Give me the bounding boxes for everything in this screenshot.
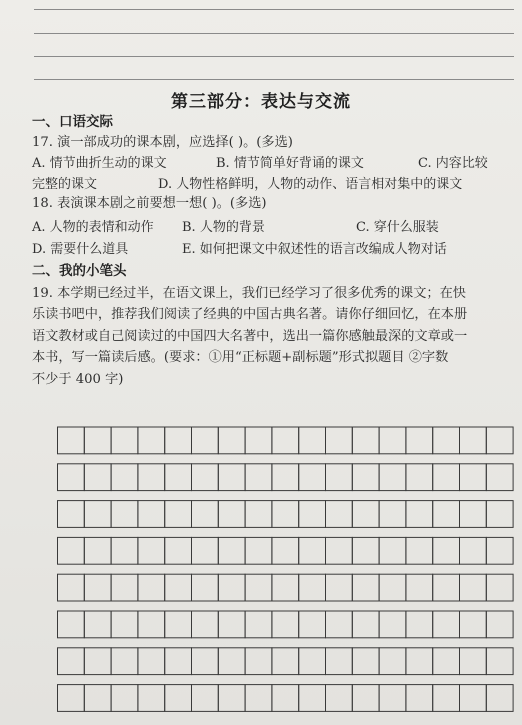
grid-cell[interactable]	[379, 501, 406, 528]
grid-cell[interactable]	[138, 464, 165, 491]
section-heading-oral: 一、口语交际	[32, 114, 113, 130]
grid-cell[interactable]	[460, 427, 487, 454]
grid-cell[interactable]	[299, 574, 326, 601]
grid-cell[interactable]	[84, 574, 111, 601]
q17-stem: 17. 演一部成功的课本剧，应选择( )。(多选)	[32, 135, 293, 150]
grid-cell[interactable]	[165, 648, 192, 675]
grid-cell[interactable]	[486, 537, 513, 564]
grid-cell[interactable]	[84, 501, 111, 528]
q17-option-b: B. 情节简单好背诵的课文	[216, 156, 364, 171]
grid-cell[interactable]	[111, 464, 138, 491]
grid-cell[interactable]	[218, 611, 245, 638]
grid-cell[interactable]	[218, 464, 245, 491]
grid-cell[interactable]	[433, 464, 460, 491]
grid-cell[interactable]	[165, 574, 192, 601]
grid-cell[interactable]	[111, 685, 138, 712]
grid-cell[interactable]	[192, 574, 219, 601]
grid-cell[interactable]	[245, 611, 272, 638]
grid-cell[interactable]	[218, 501, 245, 528]
grid-cell[interactable]	[165, 464, 192, 491]
grid-cell[interactable]	[84, 648, 111, 675]
q18-option-b: B. 人物的背景	[182, 220, 265, 235]
grid-cell[interactable]	[245, 648, 272, 675]
grid-cell[interactable]	[379, 574, 406, 601]
grid-cell[interactable]	[299, 427, 326, 454]
grid-cell[interactable]	[433, 648, 460, 675]
grid-cell[interactable]	[58, 685, 85, 712]
grid-cell[interactable]	[406, 464, 433, 491]
grid-cell[interactable]	[326, 537, 353, 564]
grid-cell[interactable]	[460, 537, 487, 564]
grid-cell[interactable]	[245, 427, 272, 454]
grid-cell[interactable]	[111, 648, 138, 675]
q17-option-c-cont: 完整的课文	[32, 177, 98, 192]
q18-option-e: E. 如何把课文中叙述性的语言改编成人物对话	[182, 242, 447, 257]
grid-cell[interactable]	[84, 685, 111, 712]
grid-cell[interactable]	[138, 427, 165, 454]
grid-cell[interactable]	[460, 611, 487, 638]
grid-cell[interactable]	[245, 537, 272, 564]
grid-cell[interactable]	[111, 537, 138, 564]
grid-cell[interactable]	[379, 648, 406, 675]
ruled-line	[34, 9, 514, 10]
grid-cell[interactable]	[111, 574, 138, 601]
grid-cell[interactable]	[352, 464, 379, 491]
grid-cell[interactable]	[218, 648, 245, 675]
grid-cell[interactable]	[245, 464, 272, 491]
grid-cell[interactable]	[58, 574, 85, 601]
grid-cell[interactable]	[192, 648, 219, 675]
grid-cell[interactable]	[352, 501, 379, 528]
grid-cell[interactable]	[433, 574, 460, 601]
grid-cell[interactable]	[326, 427, 353, 454]
grid-cell[interactable]	[406, 501, 433, 528]
ruled-line	[34, 33, 514, 34]
grid-cell[interactable]	[379, 537, 406, 564]
q18-option-d: D. 需要什么道具	[32, 242, 129, 257]
grid-cell[interactable]	[165, 611, 192, 638]
grid-cell[interactable]	[245, 685, 272, 712]
grid-cell[interactable]	[352, 611, 379, 638]
q19-text-line: 语文教材或自己阅读过的中国四大名著中，选出一篇你感触最深的文章或一	[32, 329, 468, 344]
grid-cell[interactable]	[272, 464, 299, 491]
grid-cell[interactable]	[84, 537, 111, 564]
grid-cell[interactable]	[111, 501, 138, 528]
grid-cell[interactable]	[272, 501, 299, 528]
grid-cell[interactable]	[111, 427, 138, 454]
ruled-line	[34, 79, 514, 80]
grid-cell[interactable]	[218, 574, 245, 601]
q19-text-line: 不少于 400 字)	[32, 372, 124, 387]
grid-cell[interactable]	[58, 501, 85, 528]
grid-cell[interactable]	[165, 685, 192, 712]
grid-cell[interactable]	[299, 464, 326, 491]
grid-cell[interactable]	[58, 537, 85, 564]
grid-cell[interactable]	[299, 537, 326, 564]
grid-cell[interactable]	[406, 611, 433, 638]
grid-cell[interactable]	[111, 611, 138, 638]
grid-cell[interactable]	[352, 537, 379, 564]
grid-cell[interactable]	[352, 574, 379, 601]
grid-cell[interactable]	[192, 685, 219, 712]
grid-cell[interactable]	[406, 685, 433, 712]
q18-option-a: A. 人物的表情和动作	[32, 220, 154, 235]
grid-cell[interactable]	[326, 648, 353, 675]
grid-cell[interactable]	[352, 427, 379, 454]
grid-cell[interactable]	[245, 574, 272, 601]
grid-cell[interactable]	[433, 501, 460, 528]
grid-cell[interactable]	[138, 501, 165, 528]
grid-cell[interactable]	[299, 648, 326, 675]
grid-cell[interactable]	[406, 574, 433, 601]
grid-cell[interactable]	[272, 685, 299, 712]
grid-cell[interactable]	[433, 685, 460, 712]
grid-cell[interactable]	[218, 427, 245, 454]
grid-cell[interactable]	[486, 648, 513, 675]
composition-grid[interactable]	[57, 423, 514, 725]
grid-cell[interactable]	[299, 685, 326, 712]
grid-cell[interactable]	[58, 427, 85, 454]
grid-cell[interactable]	[84, 464, 111, 491]
q19-text-line: 本书，写一篇读后感。(要求：①用“正标题+副标题”形式拟题目 ②字数	[32, 350, 449, 365]
q19-text-line: 乐读书吧中，推荐我们阅读了经典的中国古典名著。请你仔细回忆，在本册	[32, 307, 468, 322]
grid-cell[interactable]	[192, 537, 219, 564]
grid-cell[interactable]	[84, 611, 111, 638]
grid-cell[interactable]	[138, 685, 165, 712]
grid-cell[interactable]	[58, 611, 85, 638]
grid-cell[interactable]	[486, 427, 513, 454]
grid-cell[interactable]	[379, 427, 406, 454]
grid-cell[interactable]	[165, 501, 192, 528]
grid-cell[interactable]	[138, 537, 165, 564]
grid-cell[interactable]	[272, 648, 299, 675]
grid-cell[interactable]	[84, 427, 111, 454]
grid-cell[interactable]	[138, 611, 165, 638]
grid-cell[interactable]	[406, 648, 433, 675]
q17-option-a: A. 情节曲折生动的课文	[32, 156, 167, 171]
grid-cell[interactable]	[352, 685, 379, 712]
grid-cell[interactable]	[192, 501, 219, 528]
grid-cell[interactable]	[192, 611, 219, 638]
grid-cell[interactable]	[326, 574, 353, 601]
grid-cell[interactable]	[218, 685, 245, 712]
grid-cell[interactable]	[460, 574, 487, 601]
grid-cell[interactable]	[460, 501, 487, 528]
grid-cell[interactable]	[165, 427, 192, 454]
grid-cell[interactable]	[299, 611, 326, 638]
grid-cell[interactable]	[486, 464, 513, 491]
grid-cell[interactable]	[326, 464, 353, 491]
grid-cell[interactable]	[486, 685, 513, 712]
grid-cell[interactable]	[326, 501, 353, 528]
grid-cell[interactable]	[433, 611, 460, 638]
grid-cell[interactable]	[218, 537, 245, 564]
grid-cell[interactable]	[326, 685, 353, 712]
part-title: 第三部分：表达与交流	[171, 92, 351, 112]
q17-option-d: D. 人物性格鲜明，人物的动作、语言相对集中的课文	[158, 177, 463, 192]
grid-cell[interactable]	[486, 611, 513, 638]
grid-cell[interactable]	[433, 427, 460, 454]
grid-cell[interactable]	[192, 464, 219, 491]
q18-option-c: C. 穿什么服装	[356, 220, 439, 235]
grid-cell[interactable]	[433, 537, 460, 564]
grid-cell[interactable]	[58, 464, 85, 491]
grid-cell[interactable]	[379, 464, 406, 491]
grid-cell[interactable]	[272, 611, 299, 638]
q18-stem: 18. 表演课本剧之前要想一想( )。(多选)	[32, 196, 267, 211]
grid-cell[interactable]	[486, 501, 513, 528]
grid-cell[interactable]	[406, 427, 433, 454]
grid-cell[interactable]	[192, 427, 219, 454]
grid-cell[interactable]	[165, 537, 192, 564]
q19-text-line: 19. 本学期已经过半，在语文课上，我们已经学习了很多优秀的课文；在快	[32, 286, 466, 301]
grid-cell[interactable]	[138, 648, 165, 675]
grid-cell[interactable]	[299, 501, 326, 528]
grid-cell[interactable]	[379, 611, 406, 638]
section-heading-writing: 二、我的小笔头	[32, 263, 127, 279]
grid-cell[interactable]	[460, 685, 487, 712]
grid-cell[interactable]	[245, 501, 272, 528]
grid-cell[interactable]	[379, 685, 406, 712]
grid-cell[interactable]	[406, 537, 433, 564]
grid-cell[interactable]	[352, 648, 379, 675]
grid-cell[interactable]	[272, 537, 299, 564]
grid-cell[interactable]	[460, 648, 487, 675]
grid-cell[interactable]	[58, 648, 85, 675]
grid-cell[interactable]	[460, 464, 487, 491]
grid-cell[interactable]	[486, 574, 513, 601]
grid-cell[interactable]	[272, 574, 299, 601]
grid-cell[interactable]	[138, 574, 165, 601]
grid-cell[interactable]	[326, 611, 353, 638]
composition-grid-lines	[57, 423, 514, 725]
grid-cell[interactable]	[272, 427, 299, 454]
q17-option-c: C. 内容比较	[418, 156, 488, 171]
ruled-line	[34, 56, 514, 57]
